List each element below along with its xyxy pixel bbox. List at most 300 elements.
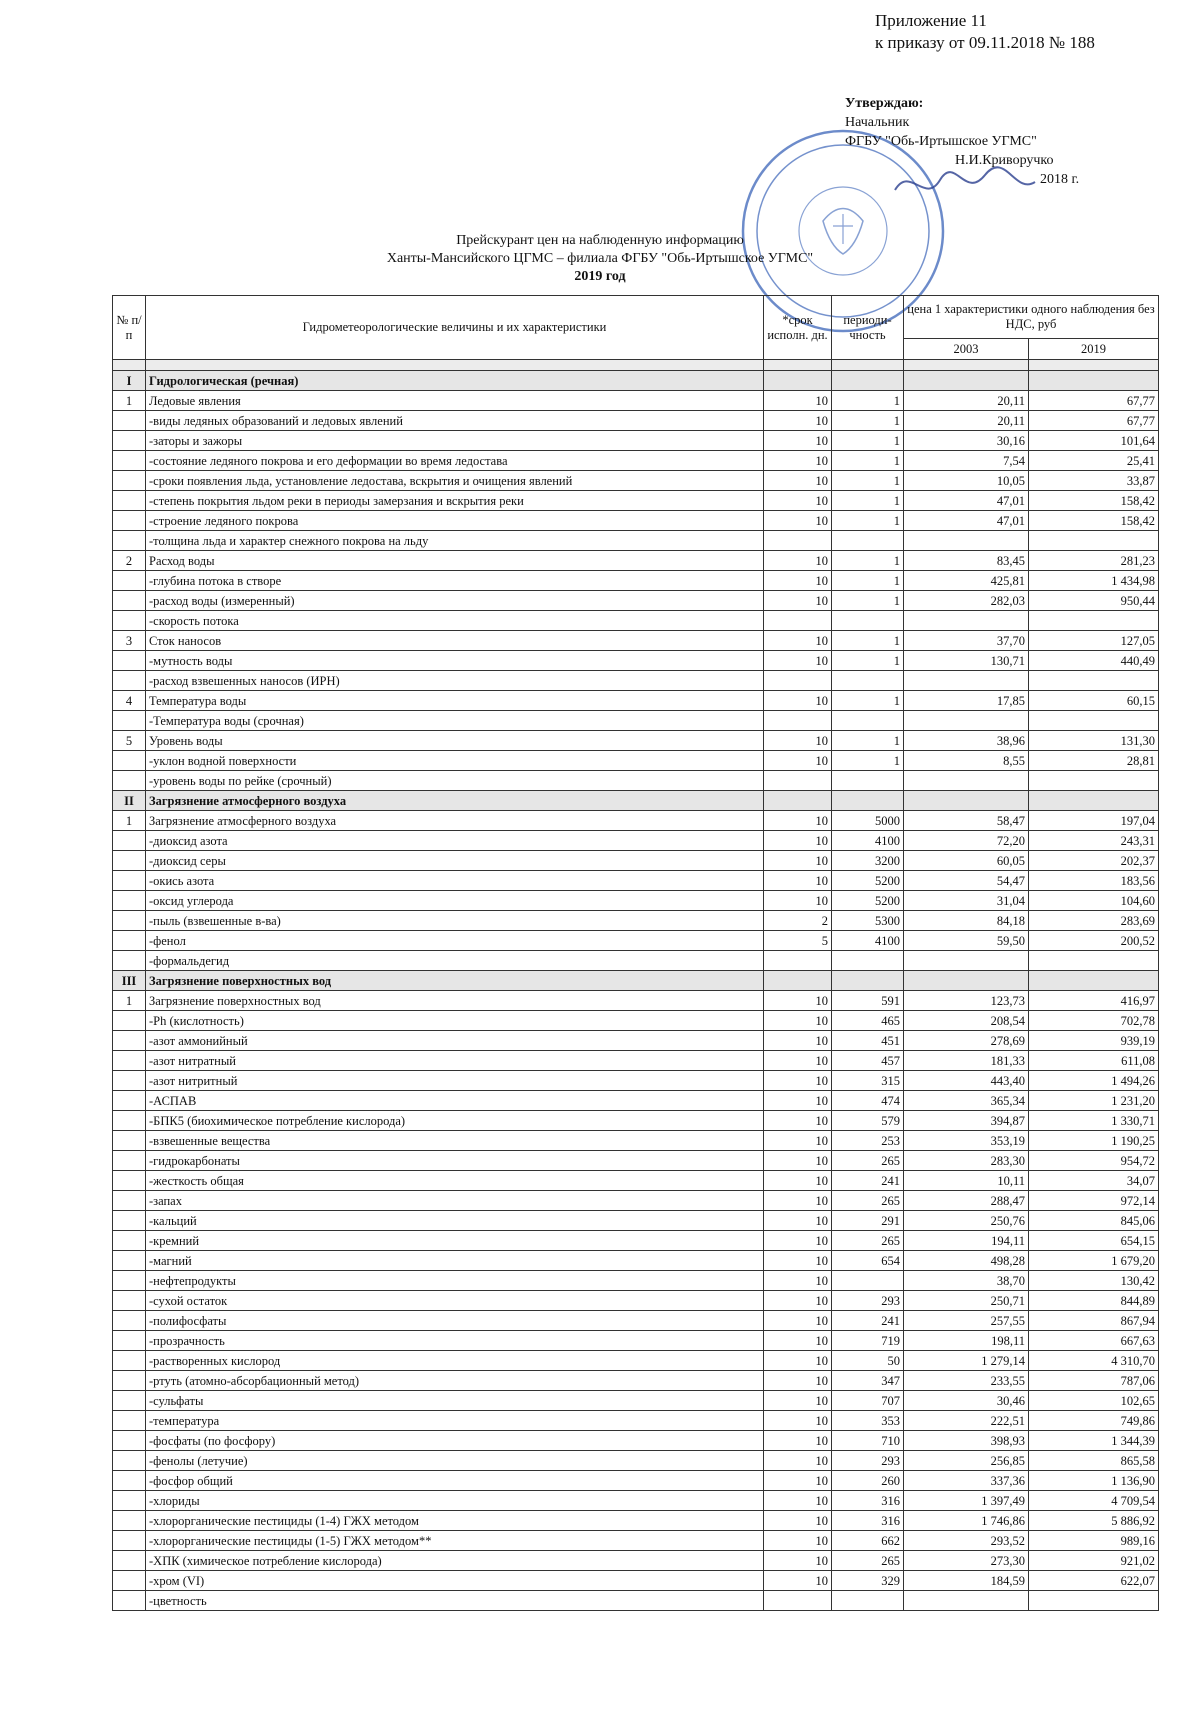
table-row: [113, 1191, 1159, 1211]
cell-name: -азот нитратный: [146, 1051, 764, 1071]
cell-term: 10: [764, 631, 832, 651]
cell-period: 293: [832, 1291, 904, 1311]
cell-num: [113, 1231, 146, 1251]
cell-price-2003: 257,55: [904, 1311, 1029, 1331]
cell-num: [113, 1271, 146, 1291]
table-row: [113, 531, 1159, 551]
cell-num: [113, 1051, 146, 1071]
table-row: [113, 911, 1159, 931]
table-row: [113, 551, 1159, 571]
cell-price-2019: 4 709,54: [1029, 1491, 1159, 1511]
cell-term: 10: [764, 391, 832, 411]
cell-price-2019: [1029, 971, 1159, 991]
cell-num: [113, 1131, 146, 1151]
cell-term: [764, 611, 832, 631]
cell-period: 241: [832, 1171, 904, 1191]
cell-period: 457: [832, 1051, 904, 1071]
table-row: [113, 1231, 1159, 1251]
table-row: [113, 1371, 1159, 1391]
cell-period: 4100: [832, 931, 904, 951]
cell-name: -фенолы (летучие): [146, 1451, 764, 1471]
cell-num: I: [113, 371, 146, 391]
cell-period: [832, 1591, 904, 1611]
cell-price-2019: 867,94: [1029, 1311, 1159, 1331]
cell-period: 1: [832, 751, 904, 771]
cell-period: 253: [832, 1131, 904, 1151]
cell-num: [113, 531, 146, 551]
col-header-num: № п/п: [113, 296, 146, 360]
cell-num: [113, 711, 146, 731]
table-row: [113, 1571, 1159, 1591]
cell-period: 465: [832, 1011, 904, 1031]
cell-price-2019: [1029, 711, 1159, 731]
cell-num: 1: [113, 991, 146, 1011]
cell-period: 265: [832, 1191, 904, 1211]
cell-num: [113, 831, 146, 851]
cell-price-2003: 184,59: [904, 1571, 1029, 1591]
cell-num: [113, 891, 146, 911]
cell-price-2003: 20,11: [904, 411, 1029, 431]
table-row: [113, 1491, 1159, 1511]
cell-price-2003: [904, 531, 1029, 551]
cell-name: -фенол: [146, 931, 764, 951]
cell-period: 591: [832, 991, 904, 1011]
table-row: [113, 931, 1159, 951]
cell-period: 4100: [832, 831, 904, 851]
cell-price-2003: 398,93: [904, 1431, 1029, 1451]
cell-num: [113, 651, 146, 671]
cell-name: -заторы и зажоры: [146, 431, 764, 451]
cell-price-2003: 283,30: [904, 1151, 1029, 1171]
table-row: [113, 1211, 1159, 1231]
cell-term: 10: [764, 731, 832, 751]
cell-term: [764, 791, 832, 811]
cell-price-2019: 622,07: [1029, 1571, 1159, 1591]
table-row: [113, 611, 1159, 631]
cell-name: Сток наносов: [146, 631, 764, 651]
cell-name: Температура воды: [146, 691, 764, 711]
cell-period: 353: [832, 1411, 904, 1431]
cell-name: -виды ледяных образований и ледовых явлений: [146, 411, 764, 431]
cell-price-2019: [1029, 531, 1159, 551]
title-line1: Прейскурант цен на наблюденную информацию: [456, 233, 744, 248]
approve-position: Начальник: [845, 115, 910, 130]
cell-term: [764, 371, 832, 391]
cell-period: 316: [832, 1511, 904, 1531]
cell-period: 1: [832, 491, 904, 511]
table-row: [113, 1311, 1159, 1331]
table-row: [113, 691, 1159, 711]
cell-price-2003: 31,04: [904, 891, 1029, 911]
approve-date: 2018 г.: [1040, 172, 1080, 187]
cell-price-2019: 989,16: [1029, 1531, 1159, 1551]
table-row: [113, 1551, 1159, 1571]
cell-price-2019: [1029, 791, 1159, 811]
cell-price-2019: 939,19: [1029, 1031, 1159, 1051]
cell-name: Уровень воды: [146, 731, 764, 751]
cell-price-2019: 243,31: [1029, 831, 1159, 851]
cell-name: -формальдегид: [146, 951, 764, 971]
cell-name: -кремний: [146, 1231, 764, 1251]
cell-price-2003: 130,71: [904, 651, 1029, 671]
cell-price-2003: 256,85: [904, 1451, 1029, 1471]
cell-period: 5200: [832, 871, 904, 891]
cell-name: -мутность воды: [146, 651, 764, 671]
col-header-2019: 2019: [1029, 339, 1159, 360]
cell-price-2019: 28,81: [1029, 751, 1159, 771]
cell-name: -хлорорганические пестициды (1-4) ГЖХ методом: [146, 1511, 764, 1531]
cell-price-2003: 10,11: [904, 1171, 1029, 1191]
cell-name: -расход воды (измеренный): [146, 591, 764, 611]
appendix-note: [875, 10, 1095, 54]
cell-term: 5: [764, 931, 832, 951]
cell-price-2003: 84,18: [904, 911, 1029, 931]
cell-price-2019: 183,56: [1029, 871, 1159, 891]
cell-price-2003: [904, 951, 1029, 971]
cell-term: 10: [764, 871, 832, 891]
cell-num: [113, 1071, 146, 1091]
table-row: [113, 1051, 1159, 1071]
cell-num: [113, 1411, 146, 1431]
cell-term: 10: [764, 1451, 832, 1471]
cell-period: 1: [832, 591, 904, 611]
cell-period: 315: [832, 1071, 904, 1091]
cell-period: 347: [832, 1371, 904, 1391]
cell-period: 3200: [832, 851, 904, 871]
cell-price-2019: 1 231,20: [1029, 1091, 1159, 1111]
cell-num: 4: [113, 691, 146, 711]
cell-price-2003: 8,55: [904, 751, 1029, 771]
cell-term: 10: [764, 571, 832, 591]
price-table: [112, 295, 1159, 1611]
table-row: [113, 771, 1159, 791]
cell-num: [113, 1171, 146, 1191]
cell-price-2019: 197,04: [1029, 811, 1159, 831]
cell-num: [113, 1471, 146, 1491]
cell-price-2019: 950,44: [1029, 591, 1159, 611]
cell-num: [113, 491, 146, 511]
table-row: [113, 1071, 1159, 1091]
cell-price-2003: 1 397,49: [904, 1491, 1029, 1511]
cell-price-2019: 921,02: [1029, 1551, 1159, 1571]
cell-period: [832, 971, 904, 991]
cell-period: 710: [832, 1431, 904, 1451]
cell-period: 1: [832, 411, 904, 431]
col-header-term: *срок исполн. дн.: [764, 296, 832, 360]
cell-period: 1: [832, 471, 904, 491]
cell-price-2019: 845,06: [1029, 1211, 1159, 1231]
cell-period: 316: [832, 1491, 904, 1511]
cell-name: -скорость потока: [146, 611, 764, 631]
cell-price-2003: 498,28: [904, 1251, 1029, 1271]
cell-price-2019: 1 136,90: [1029, 1471, 1159, 1491]
table-row: [113, 991, 1159, 1011]
cell-period: [832, 711, 904, 731]
cell-price-2003: [904, 791, 1029, 811]
cell-price-2003: 282,03: [904, 591, 1029, 611]
cell-term: 10: [764, 511, 832, 531]
cell-name: -уклон водной поверхности: [146, 751, 764, 771]
section-row: [113, 371, 1159, 391]
cell-price-2019: 102,65: [1029, 1391, 1159, 1411]
table-row: [113, 671, 1159, 691]
cell-price-2019: 200,52: [1029, 931, 1159, 951]
cell-period: [832, 951, 904, 971]
cell-price-2019: 130,42: [1029, 1271, 1159, 1291]
cell-price-2019: 5 886,92: [1029, 1511, 1159, 1531]
cell-num: [113, 1111, 146, 1131]
cell-period: 329: [832, 1571, 904, 1591]
cell-price-2019: 158,42: [1029, 511, 1159, 531]
cell-name: -Ph (кислотность): [146, 1011, 764, 1031]
table-row: [113, 651, 1159, 671]
cell-term: 10: [764, 1491, 832, 1511]
cell-term: 10: [764, 831, 832, 851]
cell-num: [113, 1151, 146, 1171]
col-header-2003: 2003: [904, 339, 1029, 360]
cell-term: 10: [764, 1551, 832, 1571]
cell-price-2003: [904, 371, 1029, 391]
cell-num: III: [113, 971, 146, 991]
cell-num: [113, 1531, 146, 1551]
cell-term: 10: [764, 1031, 832, 1051]
col-header-name: Гидрометеорологические величины и их характеристики: [146, 296, 764, 360]
cell-num: [113, 1571, 146, 1591]
cell-num: 2: [113, 551, 146, 571]
table-row: [113, 471, 1159, 491]
cell-price-2019: 60,15: [1029, 691, 1159, 711]
document-title: [320, 232, 880, 286]
cell-name: Гидрологическая (речная): [146, 371, 764, 391]
cell-period: 654: [832, 1251, 904, 1271]
cell-name: -растворенных кислород: [146, 1351, 764, 1371]
cell-name: -нефтепродукты: [146, 1271, 764, 1291]
cell-price-2019: 1 494,26: [1029, 1071, 1159, 1091]
cell-term: 10: [764, 1571, 832, 1591]
cell-term: 10: [764, 591, 832, 611]
table-row: [113, 631, 1159, 651]
cell-term: [764, 771, 832, 791]
table-row: [113, 811, 1159, 831]
cell-price-2019: 131,30: [1029, 731, 1159, 751]
cell-num: [113, 851, 146, 871]
cell-num: [113, 751, 146, 771]
cell-period: 293: [832, 1451, 904, 1471]
cell-price-2003: [904, 971, 1029, 991]
cell-price-2003: 10,05: [904, 471, 1029, 491]
cell-price-2019: 416,97: [1029, 991, 1159, 1011]
cell-price-2003: 394,87: [904, 1111, 1029, 1131]
cell-price-2019: 67,77: [1029, 391, 1159, 411]
cell-num: [113, 1251, 146, 1271]
table-row: [113, 511, 1159, 531]
table-row: [113, 711, 1159, 731]
cell-period: 1: [832, 431, 904, 451]
table-row: [113, 391, 1159, 411]
cell-term: 10: [764, 811, 832, 831]
cell-name: -хлорорганические пестициды (1-5) ГЖХ методом**: [146, 1531, 764, 1551]
cell-name: -ХПК (химическое потребление кислорода): [146, 1551, 764, 1571]
cell-name: -диоксид серы: [146, 851, 764, 871]
table-row: [113, 1031, 1159, 1051]
cell-price-2003: 353,19: [904, 1131, 1029, 1151]
cell-term: 10: [764, 431, 832, 451]
table-row: [113, 891, 1159, 911]
cell-price-2003: [904, 711, 1029, 731]
cell-term: 10: [764, 1391, 832, 1411]
cell-term: 10: [764, 1351, 832, 1371]
cell-num: [113, 431, 146, 451]
cell-num: [113, 511, 146, 531]
cell-period: 241: [832, 1311, 904, 1331]
table-row: [113, 1591, 1159, 1611]
cell-price-2019: [1029, 371, 1159, 391]
cell-price-2003: 47,01: [904, 491, 1029, 511]
table-row: [113, 831, 1159, 851]
cell-price-2019: 654,15: [1029, 1231, 1159, 1251]
cell-price-2019: 127,05: [1029, 631, 1159, 651]
section-row: [113, 971, 1159, 991]
cell-term: 10: [764, 411, 832, 431]
col-header-period: периоди-чность: [832, 296, 904, 360]
cell-term: 10: [764, 651, 832, 671]
cell-term: 10: [764, 991, 832, 1011]
cell-price-2019: 101,64: [1029, 431, 1159, 451]
cell-term: [764, 711, 832, 731]
cell-num: [113, 1351, 146, 1371]
table-row: [113, 591, 1159, 611]
cell-num: [113, 1291, 146, 1311]
cell-price-2003: 38,96: [904, 731, 1029, 751]
cell-num: [113, 591, 146, 611]
cell-term: 10: [764, 1511, 832, 1531]
cell-num: 3: [113, 631, 146, 651]
cell-price-2003: 293,52: [904, 1531, 1029, 1551]
cell-price-2019: 611,08: [1029, 1051, 1159, 1071]
cell-price-2019: 33,87: [1029, 471, 1159, 491]
cell-term: 10: [764, 1231, 832, 1251]
cell-name: -гидрокарбонаты: [146, 1151, 764, 1171]
cell-term: 10: [764, 551, 832, 571]
cell-price-2003: [904, 671, 1029, 691]
cell-price-2003: 30,16: [904, 431, 1029, 451]
cell-name: Расход воды: [146, 551, 764, 571]
cell-name: -магний: [146, 1251, 764, 1271]
cell-price-2003: 72,20: [904, 831, 1029, 851]
cell-price-2019: [1029, 951, 1159, 971]
approval-block: [845, 94, 1079, 189]
cell-price-2019: 667,63: [1029, 1331, 1159, 1351]
cell-num: 1: [113, 811, 146, 831]
cell-price-2019: 954,72: [1029, 1151, 1159, 1171]
cell-price-2003: 198,11: [904, 1331, 1029, 1351]
cell-term: 2: [764, 911, 832, 931]
cell-period: 50: [832, 1351, 904, 1371]
cell-price-2019: 283,69: [1029, 911, 1159, 931]
cell-period: [832, 371, 904, 391]
cell-price-2003: 288,47: [904, 1191, 1029, 1211]
cell-name: -азот аммонийный: [146, 1031, 764, 1051]
cell-name: -глубина потока в створе: [146, 571, 764, 591]
approve-org: ФГБУ "Обь-Иртышское УГМС": [845, 134, 1037, 149]
table-row: [113, 1271, 1159, 1291]
cell-name: -расход взвешенных наносов (ИРН): [146, 671, 764, 691]
table-row: [113, 1511, 1159, 1531]
table-row: [113, 491, 1159, 511]
cell-num: [113, 471, 146, 491]
cell-num: [113, 1591, 146, 1611]
cell-period: 265: [832, 1151, 904, 1171]
cell-period: 1: [832, 391, 904, 411]
cell-price-2003: 54,47: [904, 871, 1029, 891]
cell-term: 10: [764, 1011, 832, 1031]
cell-name: Загрязнение атмосферного воздуха: [146, 811, 764, 831]
cell-num: [113, 1511, 146, 1531]
cell-name: -кальций: [146, 1211, 764, 1231]
cell-price-2019: 67,77: [1029, 411, 1159, 431]
cell-term: [764, 531, 832, 551]
cell-price-2019: 440,49: [1029, 651, 1159, 671]
cell-period: 1: [832, 511, 904, 531]
table-spacer-row: [113, 360, 1159, 371]
cell-name: -пыль (взвешенные в-ва): [146, 911, 764, 931]
cell-price-2019: 4 310,70: [1029, 1351, 1159, 1371]
cell-num: [113, 1191, 146, 1211]
cell-price-2003: 443,40: [904, 1071, 1029, 1091]
cell-price-2003: [904, 1591, 1029, 1611]
cell-term: [764, 951, 832, 971]
cell-name: -температура: [146, 1411, 764, 1431]
cell-price-2003: 59,50: [904, 931, 1029, 951]
cell-name: -уровень воды по рейке (срочный): [146, 771, 764, 791]
table-row: [113, 1111, 1159, 1131]
cell-num: [113, 911, 146, 931]
cell-period: [832, 771, 904, 791]
cell-price-2003: 337,36: [904, 1471, 1029, 1491]
cell-name: Загрязнение атмосферного воздуха: [146, 791, 764, 811]
cell-price-2003: 222,51: [904, 1411, 1029, 1431]
cell-price-2019: 787,06: [1029, 1371, 1159, 1391]
table-row: [113, 1331, 1159, 1351]
cell-name: -окись азота: [146, 871, 764, 891]
cell-name: Ледовые явления: [146, 391, 764, 411]
table-row: [113, 1131, 1159, 1151]
cell-period: 707: [832, 1391, 904, 1411]
cell-name: -БПК5 (биохимическое потребление кислорода): [146, 1111, 764, 1131]
cell-num: [113, 1011, 146, 1031]
cell-price-2003: 194,11: [904, 1231, 1029, 1251]
table-row: [113, 1411, 1159, 1431]
cell-term: 10: [764, 451, 832, 471]
cell-price-2019: 1 679,20: [1029, 1251, 1159, 1271]
title-line2: Ханты-Мансийского ЦГМС – филиала ФГБУ "Обь-Иртышское УГМС": [386, 251, 814, 266]
section-row: [113, 791, 1159, 811]
cell-price-2003: 58,47: [904, 811, 1029, 831]
cell-term: 10: [764, 1091, 832, 1111]
cell-price-2019: [1029, 1591, 1159, 1611]
cell-term: 10: [764, 1111, 832, 1131]
cell-price-2003: 1 746,86: [904, 1511, 1029, 1531]
cell-term: 10: [764, 1471, 832, 1491]
table-row: [113, 1351, 1159, 1371]
cell-term: 10: [764, 471, 832, 491]
cell-name: -полифосфаты: [146, 1311, 764, 1331]
cell-price-2019: 1 434,98: [1029, 571, 1159, 591]
cell-period: 1: [832, 571, 904, 591]
cell-term: 10: [764, 1291, 832, 1311]
cell-price-2019: 1 190,25: [1029, 1131, 1159, 1151]
cell-period: 719: [832, 1331, 904, 1351]
